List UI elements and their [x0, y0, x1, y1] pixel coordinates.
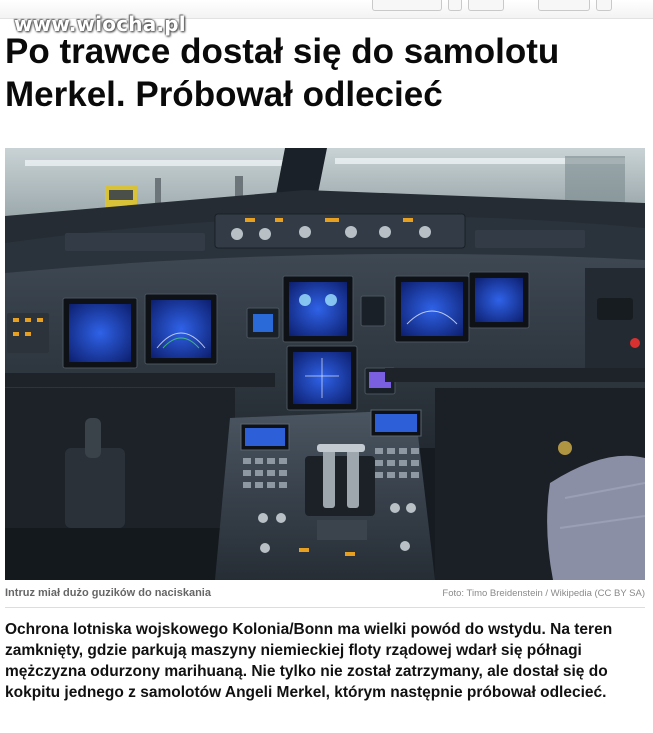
toolbar-button[interactable]	[538, 0, 590, 11]
photo-credit: Foto: Timo Breidenstein / Wikipedia (CC BY SA)	[442, 588, 645, 599]
article-photo[interactable]	[5, 148, 645, 580]
article-lead: Ochrona lotniska wojskowego Kolonia/Bonn ma wielki powód do wstydu. Na teren zamknięty, gdzie parkują maszyny niemieckiej floty rządowej wdarł się półnagi mężczyzna odurzony marihuaną. Nie tylko nie został zatrzymany, ale dostał się do kokpitu jednego z samolotów Angeli Merkel, którym następnie próbował odlecieć.	[5, 621, 613, 701]
toolbar-button[interactable]	[372, 0, 442, 11]
toolbar-button[interactable]	[468, 0, 504, 11]
photo-caption: Intruz miał dużo guzików do naciskania	[5, 587, 211, 599]
cockpit-photo-illustration	[5, 148, 645, 580]
toolbar-button[interactable]	[596, 0, 612, 11]
divider	[5, 607, 645, 608]
article-headline: Po trawce dostał się do samolotu Merkel. Próbował odlecieć	[5, 32, 560, 114]
toolbar-button[interactable]	[448, 0, 462, 11]
site-watermark: www.wiocha.pl	[14, 12, 186, 36]
photo-caption-row	[5, 587, 645, 601]
